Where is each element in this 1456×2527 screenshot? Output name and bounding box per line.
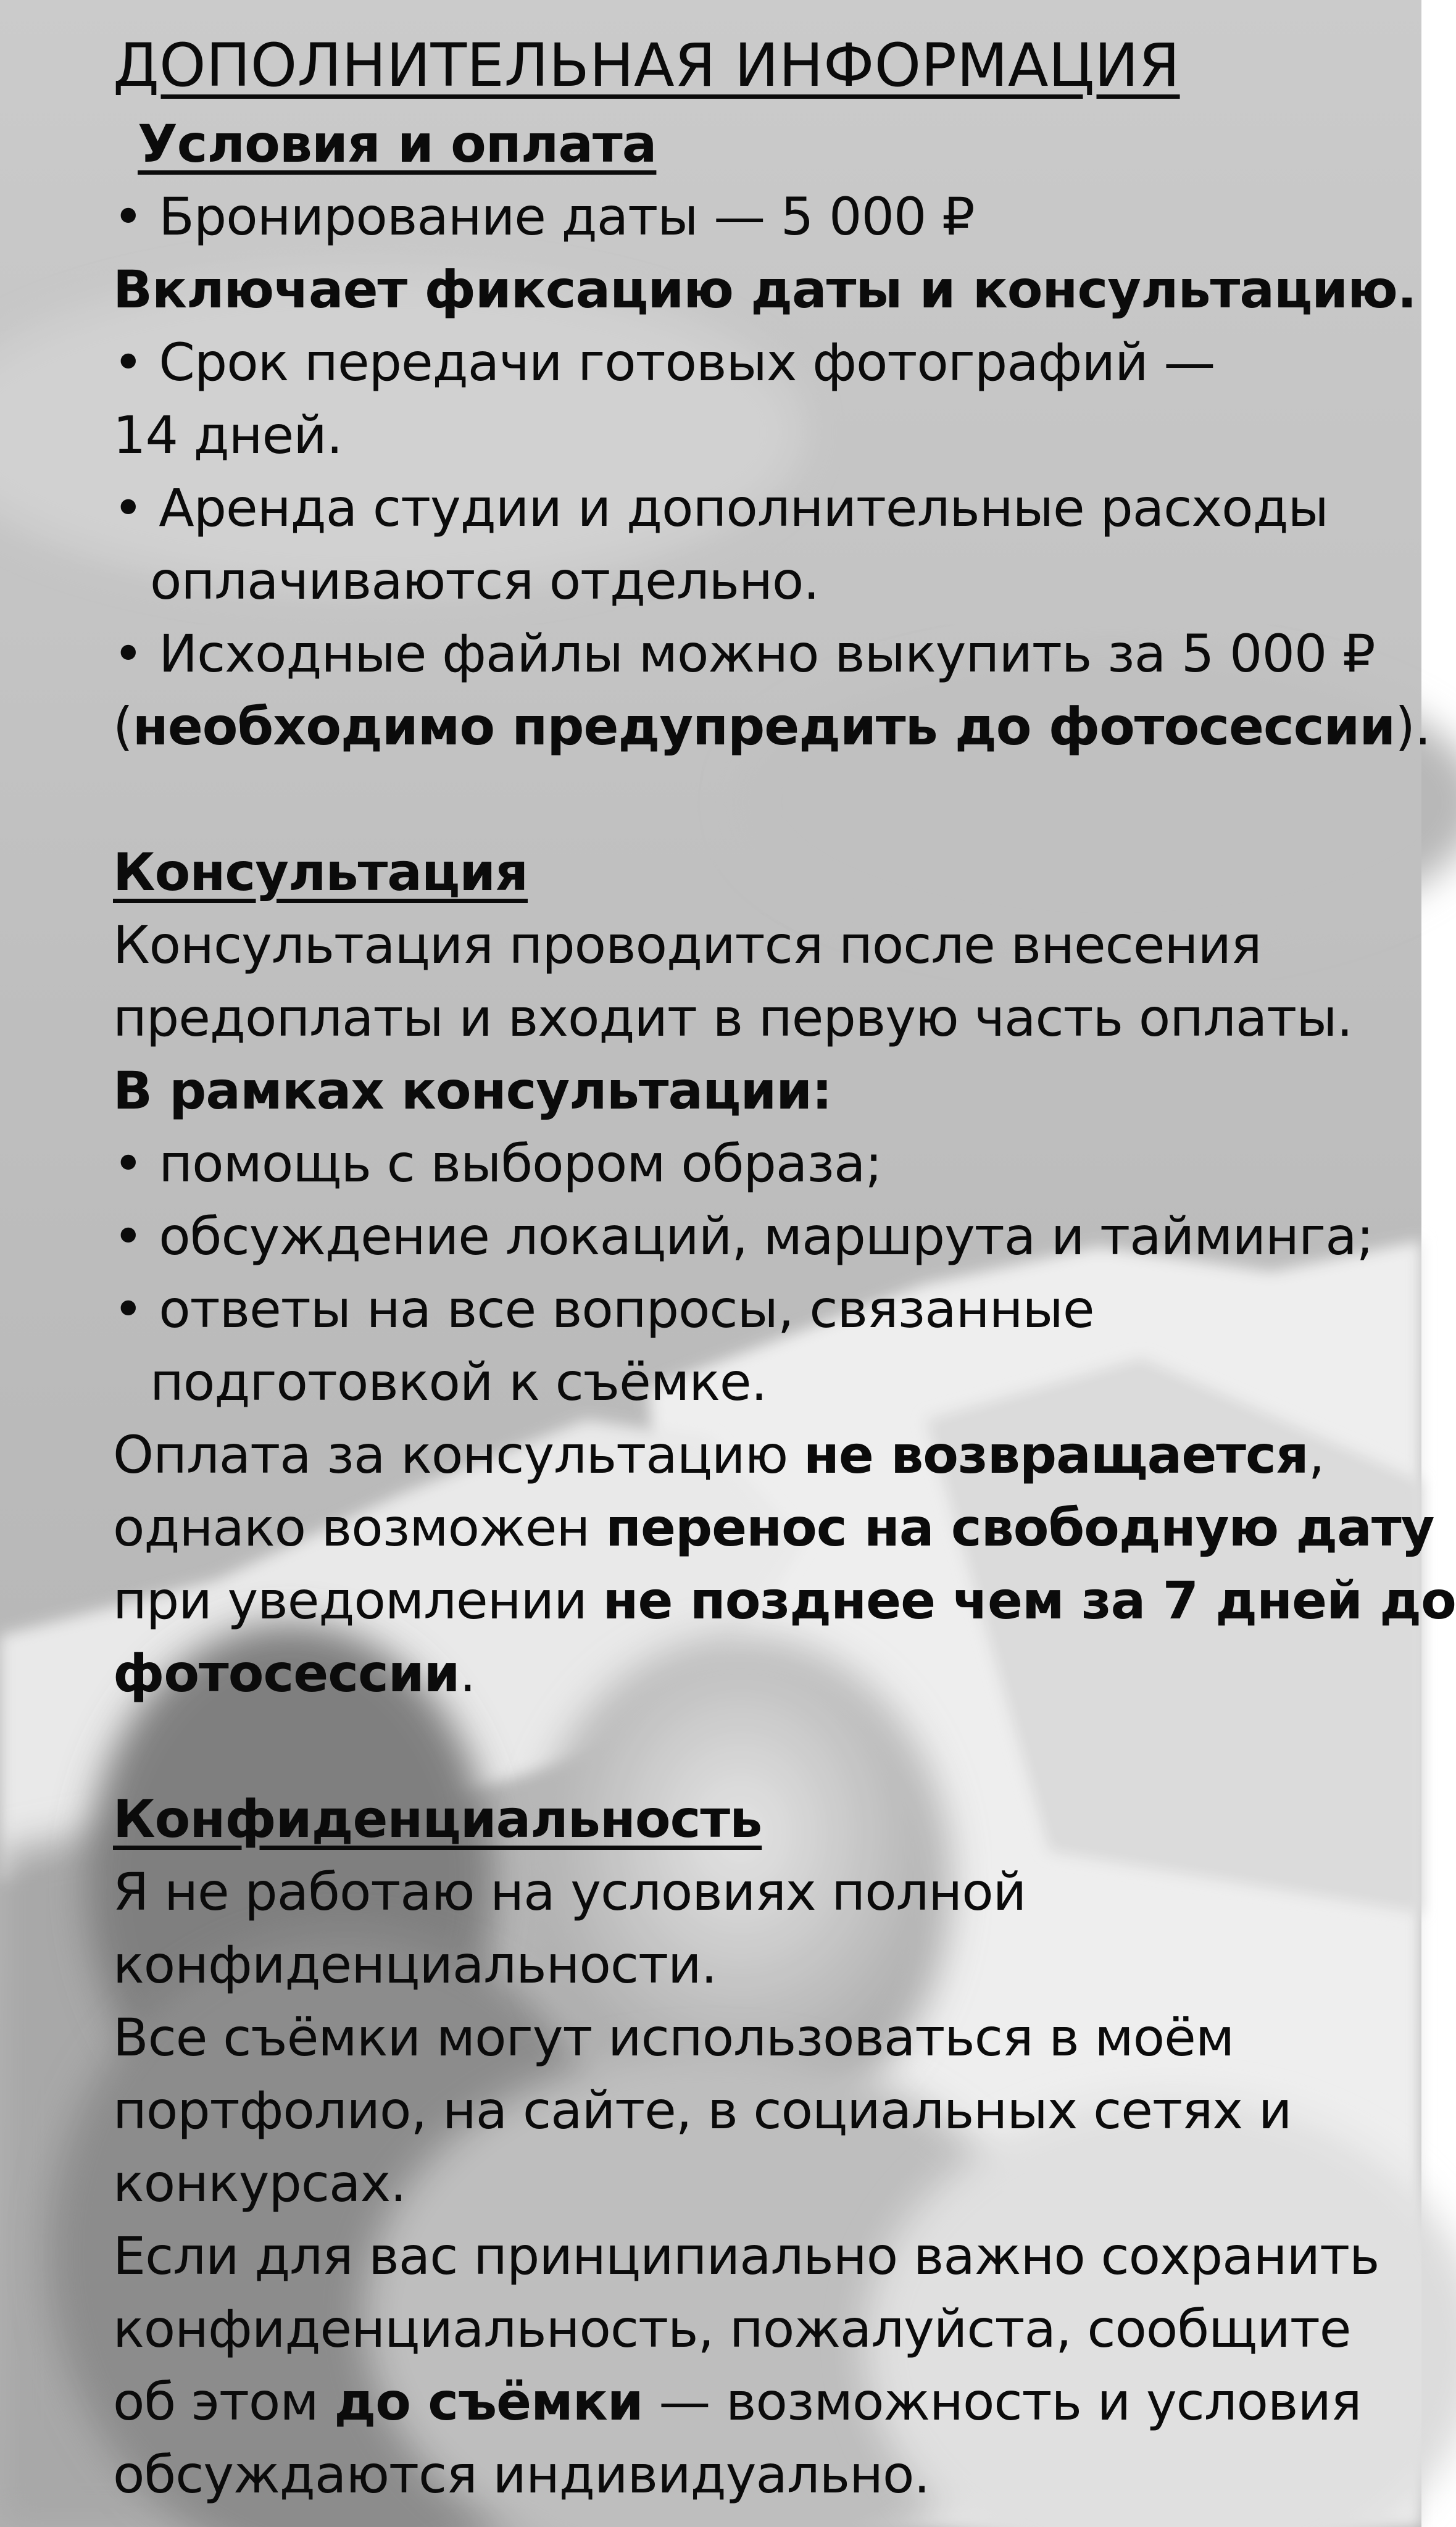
consultation-text-2: предоплаты и входит в первую часть оплаты. — [113, 988, 1353, 1048]
consultation-item-1: • помощь с выбором образа; — [113, 1133, 882, 1194]
booking-note — [113, 253, 1416, 326]
refund-text: Оплата за консультацию — [113, 1425, 804, 1485]
privacy-p1-line-1: Я не работаю на условиях полной — [113, 1862, 1026, 1922]
booking-line: • Бронирование даты — 5 000 ₽ — [113, 186, 975, 247]
notice-bold: не позднее чем за 7 дней до — [602, 1570, 1456, 1631]
notice-bold-end: фотосессии — [113, 1643, 460, 1704]
refund-line-3 — [113, 1564, 1456, 1637]
reschedule-text: однако возможен — [113, 1497, 605, 1558]
booking-note-text: Включает фиксацию даты и консультацию. — [113, 259, 1416, 320]
privacy-p2-line-1: Все съёмки могут использоваться в моём — [113, 2007, 1234, 2068]
privacy-heading: Конфиденциальность — [113, 1789, 762, 1849]
privacy-p2-line-3: конкурсах. — [113, 2153, 406, 2213]
refund-comma: , — [1308, 1425, 1325, 1485]
section-spacer — [113, 763, 1384, 836]
refund-line-1 — [113, 1418, 1384, 1491]
privacy-bold: до съёмки — [334, 2371, 643, 2432]
raw-open-paren: ( — [113, 696, 133, 757]
consultation-item-3a: • ответы на все вопросы, связанные — [113, 1279, 1094, 1339]
privacy-p3-line-4: обсуждаются индивидуально. — [113, 2444, 930, 2505]
terms-section — [113, 107, 1384, 180]
refund-line-2 — [113, 1491, 1434, 1564]
delivery-line-1: • Срок передачи готовых фотографий — — [113, 332, 1215, 393]
section-spacer — [113, 1710, 1384, 1783]
privacy-section — [113, 1783, 1384, 1855]
consultation-scope-label — [113, 1054, 1384, 1127]
delivery-line-2: 14 дней. — [113, 405, 343, 465]
privacy-p3-line-3 — [113, 2365, 1384, 2438]
info-text-block — [113, 23, 1456, 2511]
terms-heading: Условия и оплата — [138, 114, 657, 174]
consultation-section — [113, 836, 1384, 909]
rent-line-1: • Аренда студии и дополнительные расходы — [113, 478, 1328, 538]
notice-period: . — [459, 1643, 476, 1704]
raw-close-paren: ). — [1395, 696, 1431, 757]
raw-warning: необходимо предупредить до фотосессии — [132, 696, 1396, 757]
refund-bold: не возвращается — [803, 1425, 1308, 1485]
refund-line-4 — [113, 1637, 1384, 1710]
rent-line-2: оплачиваются отдельно. — [150, 551, 820, 611]
privacy-text: об этом — [113, 2371, 335, 2432]
consultation-item-2: • обсуждение локаций, маршрута и тайминга; — [113, 1206, 1373, 1267]
consultation-item-3b: подготовкой к съёмке. — [150, 1352, 767, 1412]
privacy-p2-line-2: портфолио, на сайте, в социальных сетях и — [113, 2080, 1292, 2141]
consultation-heading: Консультация — [113, 842, 528, 902]
notice-text: при уведомлении — [113, 1570, 603, 1631]
page-title: ДОПОЛНИТЕЛЬНАЯ ИНФОРМАЦИЯ — [113, 31, 1180, 100]
consultation-text-1: Консультация проводится после внесения — [113, 915, 1262, 975]
scope-label-text: В рамках консультации: — [113, 1060, 832, 1121]
reschedule-bold: перенос на свободную дату — [605, 1497, 1434, 1558]
raw-files-line-2 — [113, 690, 1431, 763]
privacy-p3-line-2: конфиденциальность, пожалуйста, сообщите — [113, 2299, 1351, 2359]
privacy-p1-line-2: конфиденциальности. — [113, 1934, 717, 1995]
privacy-text-end: — возможность и условия — [643, 2371, 1362, 2432]
raw-files-line-1: • Исходные файлы можно выкупить за 5 000 ₽ — [113, 623, 1375, 684]
privacy-p3-line-1: Если для вас принципиально важно сохранить — [113, 2226, 1379, 2286]
